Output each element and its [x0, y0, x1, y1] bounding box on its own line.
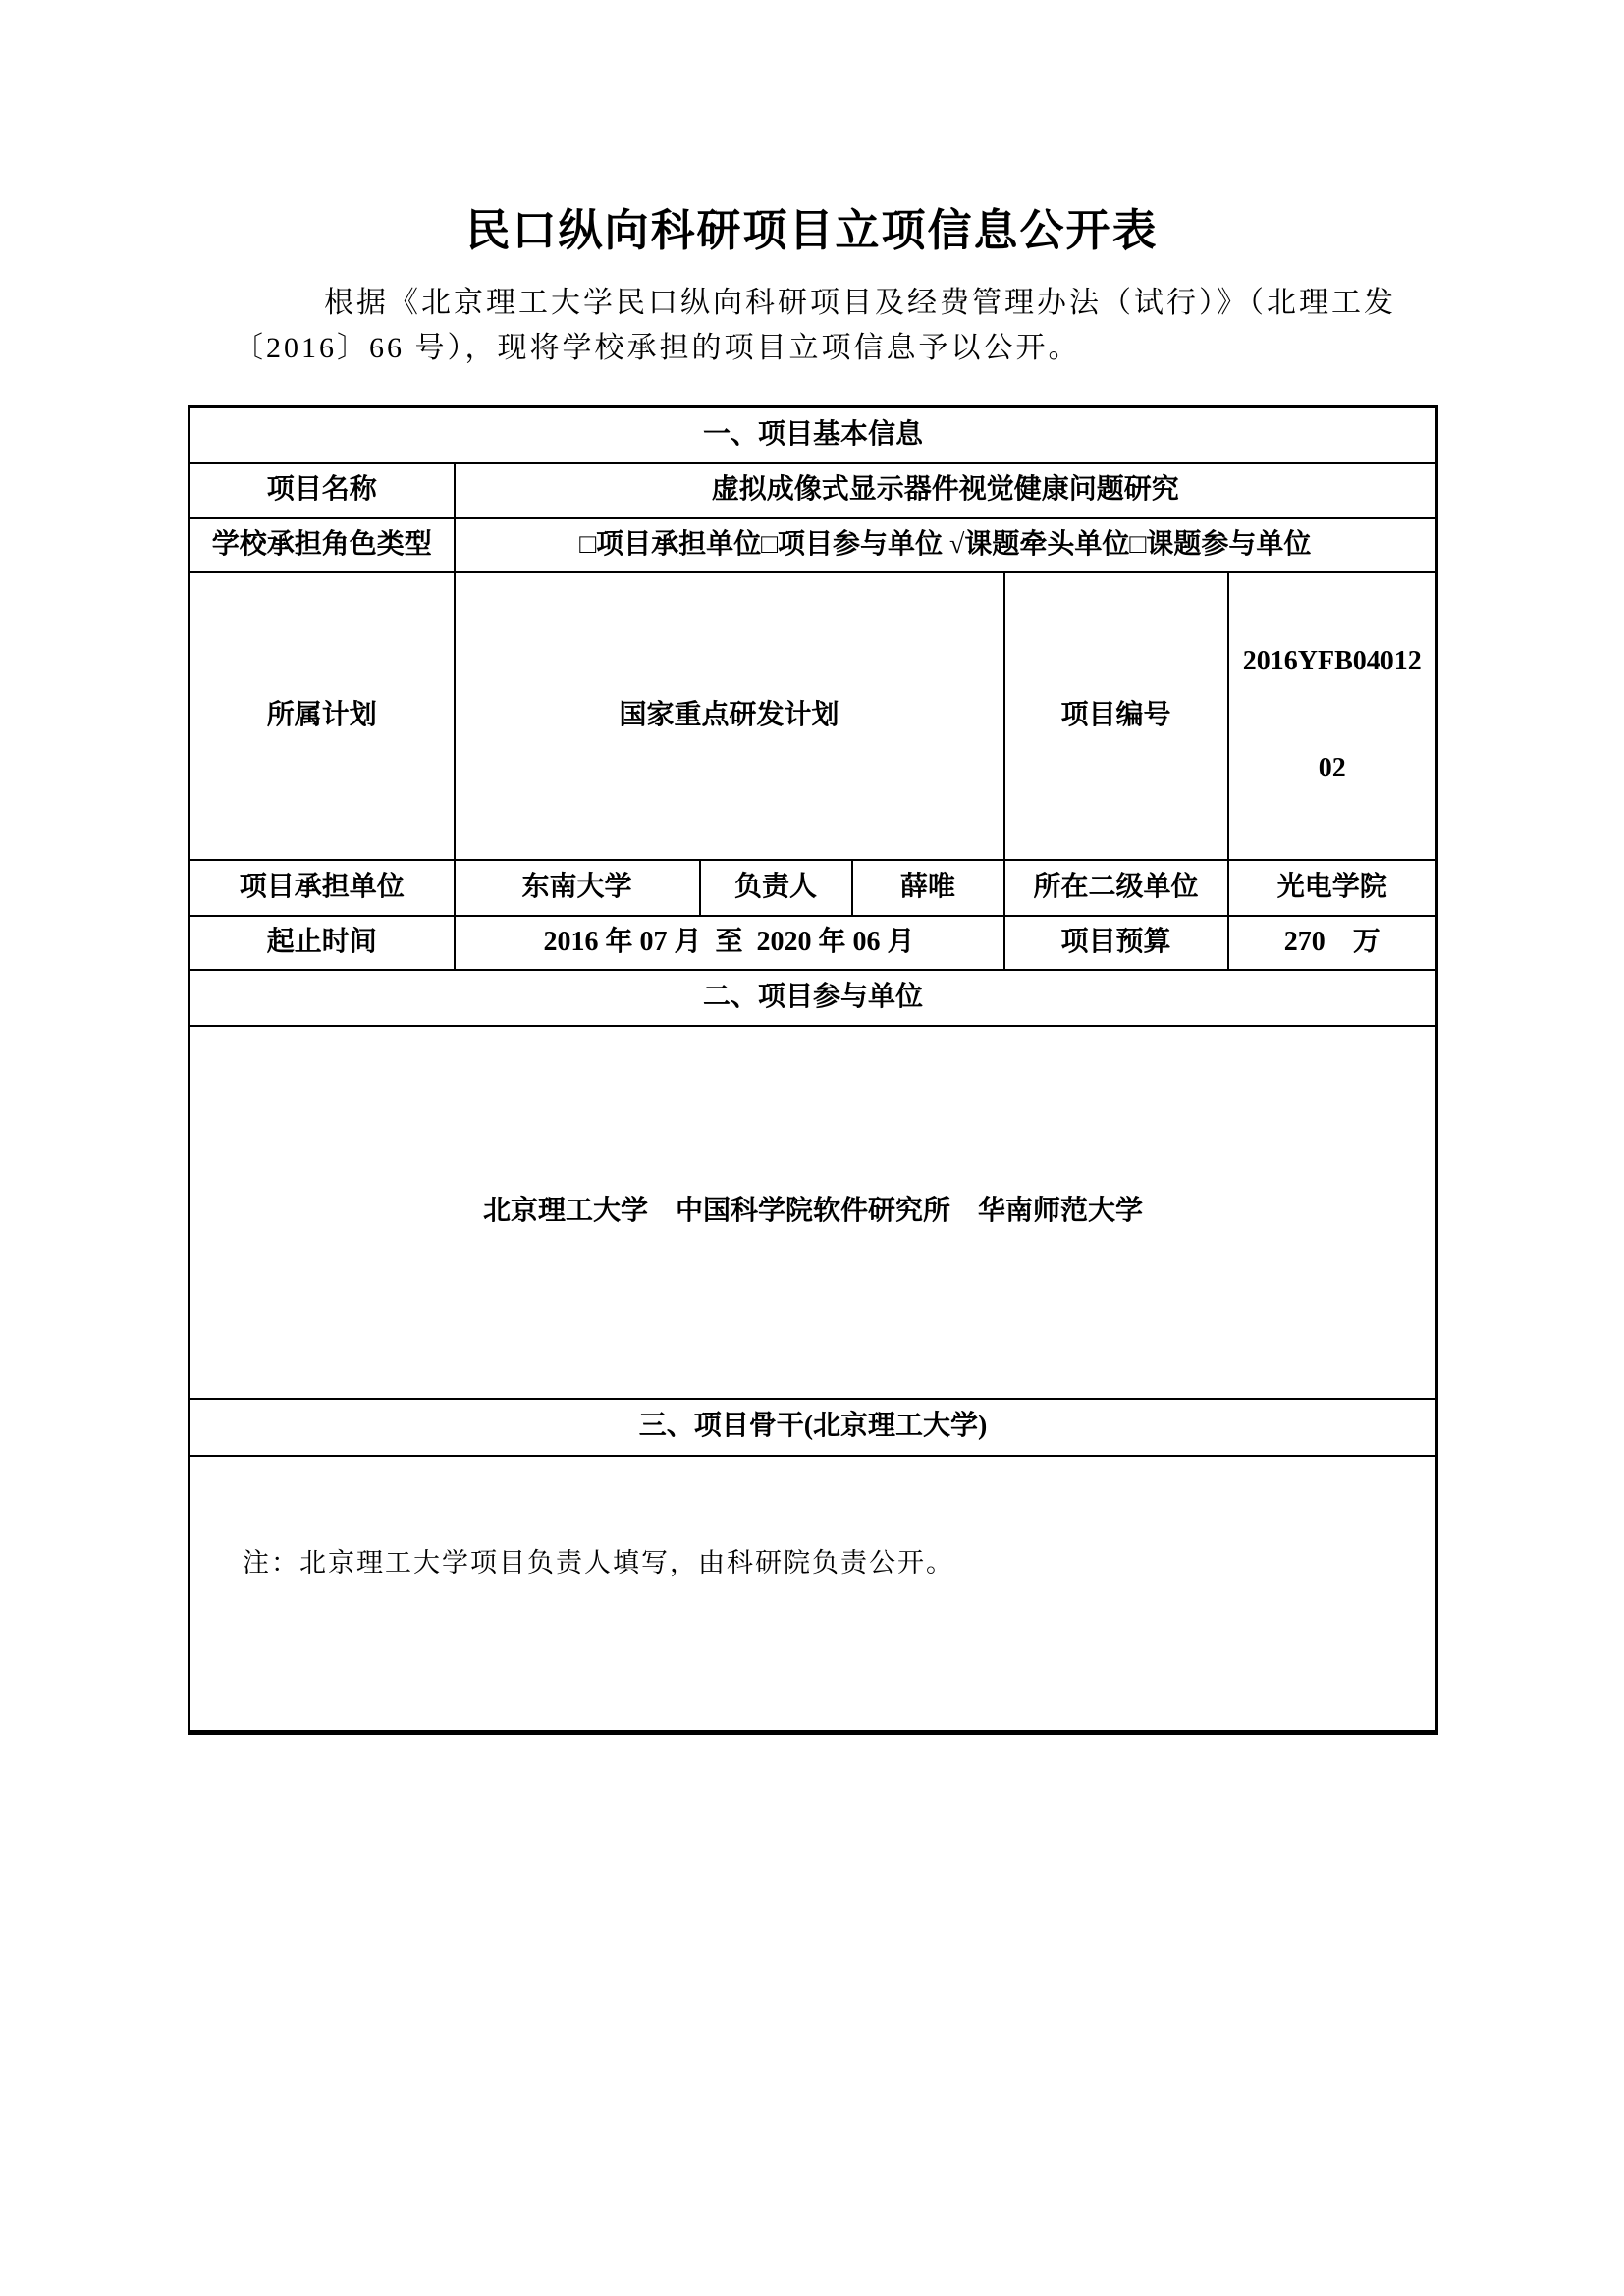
role-type-value: □项目承担单位□项目参与单位 √课题牵头单位□课题参与单位	[455, 518, 1437, 572]
project-info-table	[188, 405, 1438, 1735]
undertaker-row	[189, 860, 1437, 916]
section-1-title: 一、项目基本信息	[189, 407, 1437, 463]
plan-value: 国家重点研发计划	[455, 572, 1004, 860]
budget-label: 项目预算	[1004, 916, 1228, 970]
duration-row	[189, 916, 1437, 970]
project-number-line-1: 2016YFB04012	[1242, 646, 1422, 677]
section-3-title: 三、项目骨干(北京理工大学)	[189, 1399, 1437, 1456]
budget-value: 270 万	[1228, 916, 1437, 970]
section-2-header-row	[189, 970, 1437, 1026]
project-number-label: 项目编号	[1004, 572, 1228, 860]
project-name-row	[189, 463, 1437, 518]
secondary-unit-label: 所在二级单位	[1004, 860, 1228, 916]
intro-line-2: 〔2016〕66 号），现将学校承担的项目立项信息予以公开。	[234, 332, 1081, 364]
secondary-unit-value: 光电学院	[1228, 860, 1437, 916]
project-name-label: 项目名称	[189, 463, 455, 518]
section-2-title: 二、项目参与单位	[189, 970, 1437, 1026]
undertaker-value: 东南大学	[455, 860, 700, 916]
plan-row	[189, 572, 1437, 860]
project-name-value: 虚拟成像式显示器件视觉健康问题研究	[455, 463, 1437, 518]
section-2-content-row	[189, 1026, 1437, 1399]
page-title: 民口纵向科研项目立项信息公开表	[465, 206, 1159, 255]
footnote: 注：北京理工大学项目负责人填写，由科研院负责公开。	[243, 1548, 954, 1577]
project-backbone-value	[189, 1456, 1437, 1733]
section-1-header-row	[189, 407, 1437, 463]
intro-paragraph	[234, 281, 1461, 371]
duration-label: 起止时间	[189, 916, 455, 970]
undertaker-label: 项目承担单位	[189, 860, 455, 916]
leader-label: 负责人	[700, 860, 852, 916]
leader-value: 薛唯	[852, 860, 1004, 916]
project-number-value	[1228, 572, 1437, 860]
intro-line-1: 根据《北京理工大学民口纵向科研项目及经费管理办法（试行）》（北理工发	[324, 287, 1396, 319]
role-type-row	[189, 518, 1437, 572]
participating-units-value: 北京理工大学 中国科学院软件研究所 华南师范大学	[189, 1026, 1437, 1399]
role-type-label: 学校承担角色类型	[189, 518, 455, 572]
duration-value: 2016 年 07 月 至 2020 年 06 月	[455, 916, 1004, 970]
project-number-line-2: 02	[1318, 753, 1346, 784]
plan-label: 所属计划	[189, 572, 455, 860]
section-3-header-row	[189, 1399, 1437, 1456]
section-3-content-row	[189, 1456, 1437, 1733]
